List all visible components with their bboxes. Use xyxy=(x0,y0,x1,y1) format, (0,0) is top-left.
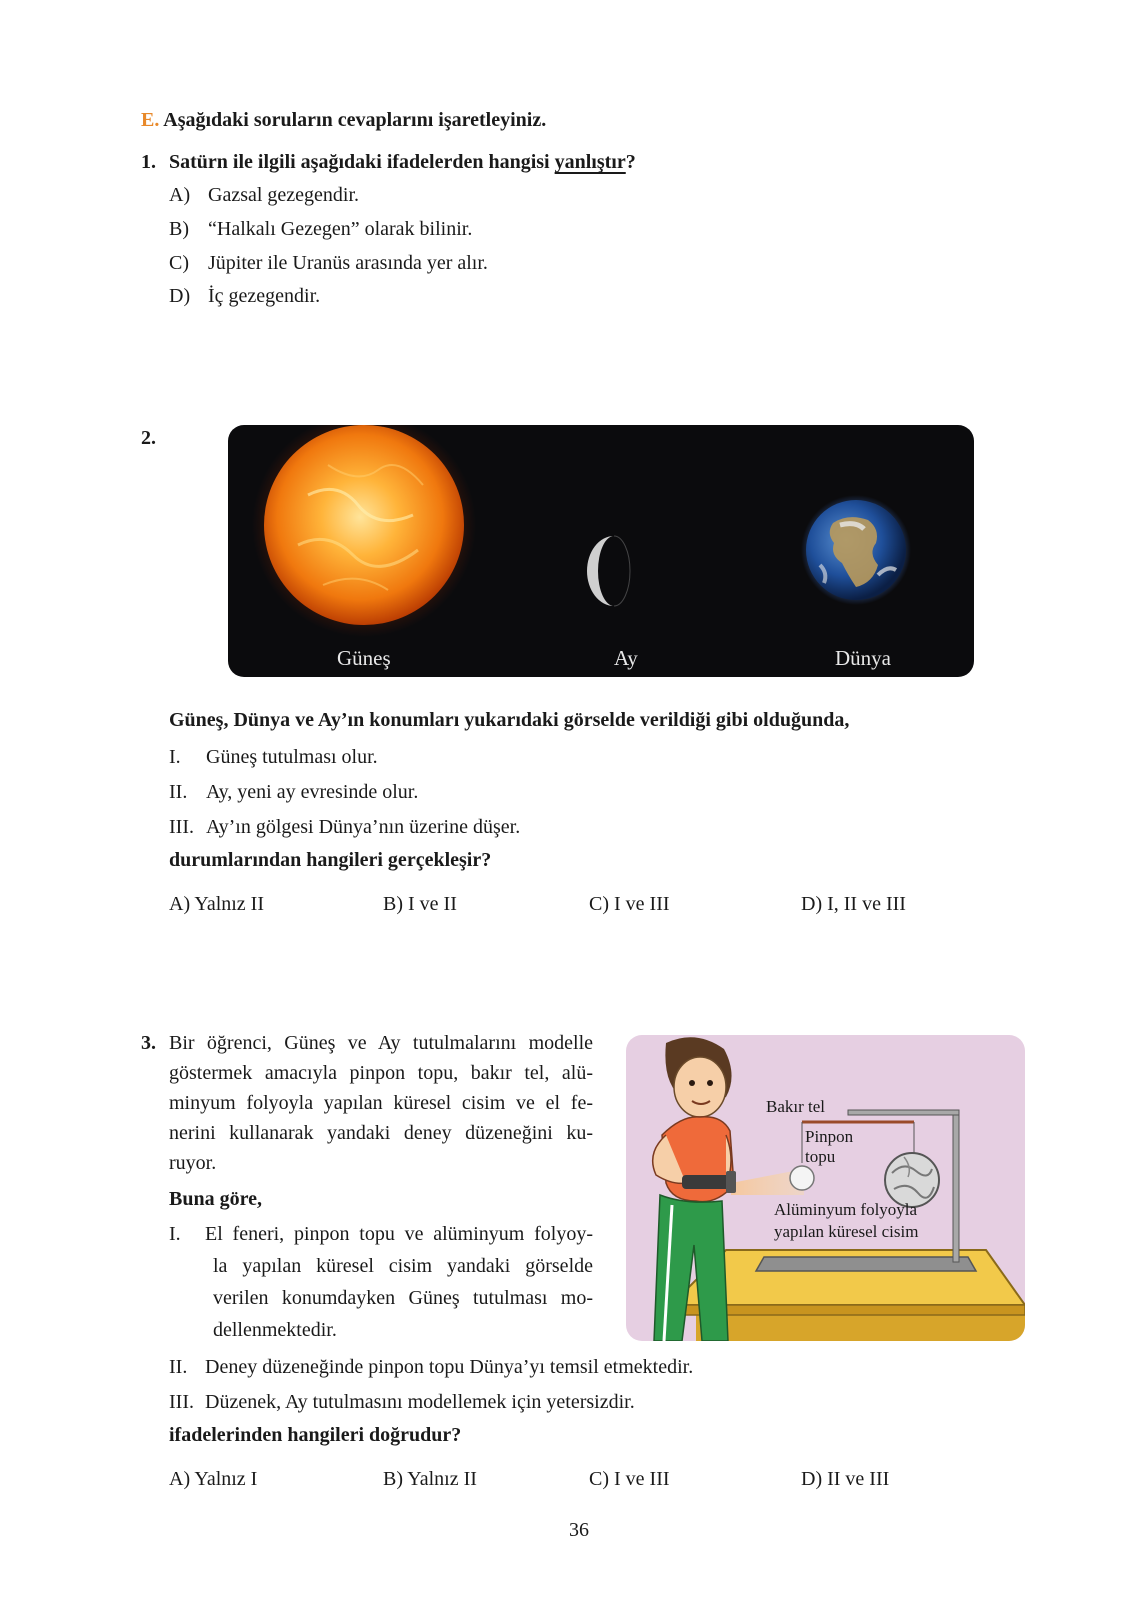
q1-option-d[interactable] xyxy=(169,284,190,308)
option-letter: B) xyxy=(383,893,403,915)
option-letter: A) xyxy=(169,184,191,206)
q1-option-c-text: Jüpiter ile Uranüs arasında yer alır. xyxy=(208,252,488,274)
q2-question: durumlarından hangileri gerçekleşir? xyxy=(169,849,492,871)
q2-statement-numeral: II. xyxy=(169,781,188,803)
q2-option-a[interactable] xyxy=(169,892,264,916)
q2-statement-text: Güneş tutulması olur. xyxy=(206,746,378,768)
foil-sphere-label-line2: yapılan küresel cisim xyxy=(774,1222,919,1241)
q3-statement-numeral: II. xyxy=(169,1356,188,1378)
moon-icon xyxy=(587,536,630,606)
option-text: I ve III xyxy=(614,1468,670,1490)
option-text: I, II ve III xyxy=(827,893,906,915)
q3-intro-line: Bir öğrenci, Güneş ve Ay tutulmalarını modelle xyxy=(169,1032,593,1054)
option-letter: B) xyxy=(383,1468,403,1490)
q3-option-c[interactable] xyxy=(589,1467,670,1491)
earth-icon xyxy=(801,495,911,605)
q3-intro-line: nerini kullanarak yandaki deney düzeneğini ku- xyxy=(169,1122,593,1144)
q3-statement1-line: dellenmektedir. xyxy=(213,1319,337,1341)
q3-question: ifadelerinden hangileri doğrudur? xyxy=(169,1424,462,1446)
q3-intro-line: ruyor. xyxy=(169,1152,217,1174)
q2-option-d[interactable] xyxy=(801,892,906,916)
q3-statement1-line: El feneri, pinpon topu ve alüminyum folyoy- xyxy=(205,1223,593,1245)
q1-option-a[interactable] xyxy=(169,183,190,207)
option-letter: A) xyxy=(169,893,191,915)
sun-label: Güneş xyxy=(337,646,391,670)
q1-option-a-text: Gazsal gezegendir. xyxy=(208,184,360,206)
q3-option-b[interactable] xyxy=(383,1467,477,1491)
option-text: Yalnız II xyxy=(194,893,265,915)
option-text: I ve III xyxy=(614,893,670,915)
ping-pong-label-line2: topu xyxy=(805,1147,836,1166)
option-text: Yalnız I xyxy=(194,1468,258,1490)
option-letter: B) xyxy=(169,218,189,240)
q3-statement-text: Deney düzeneğinde pinpon topu Dünya’yı temsil etmektedir. xyxy=(205,1356,694,1378)
q3-statement-text: Düzenek, Ay tutulmasını modellemek için yetersizdir. xyxy=(205,1391,635,1413)
option-letter: D) xyxy=(801,1468,823,1490)
q1-stem-text: Satürn ile ilgili aşağıdaki ifadelerden hangisi xyxy=(169,151,555,173)
q1-stem-end: ? xyxy=(625,151,636,173)
q1-stem-emphasis: yanlıştır xyxy=(554,151,626,173)
page-number: 36 xyxy=(569,1519,589,1541)
option-letter: D) xyxy=(801,893,823,915)
q3-option-a[interactable] xyxy=(169,1467,257,1491)
q1-stem xyxy=(169,150,636,174)
q1-option-d-text: İç gezegendir. xyxy=(208,285,321,307)
eclipse-experiment-image xyxy=(626,1035,1025,1341)
q3-option-d[interactable] xyxy=(801,1467,889,1491)
q3-statement-numeral: I. xyxy=(169,1223,181,1245)
q1-option-c[interactable] xyxy=(169,251,189,275)
q1-option-b-text: “Halkalı Gezegen” olarak bilinir. xyxy=(208,218,473,240)
option-text: I ve II xyxy=(408,893,457,915)
q3-intro-line: göstermek amacıyla pinpon topu, bakır tel, alü- xyxy=(169,1062,593,1084)
section-instruction: Aşağıdaki soruların cevaplarını işaretleyiniz. xyxy=(163,109,547,131)
option-letter: C) xyxy=(589,1468,609,1490)
sun-moon-earth-image xyxy=(228,425,974,677)
option-text: Yalnız II xyxy=(407,1468,477,1490)
q2-number: 2. xyxy=(141,427,156,449)
sun-icon xyxy=(252,425,476,637)
foil-sphere-label-line1: Alüminyum folyoyla xyxy=(774,1200,918,1219)
q2-statement-text: Ay’ın gölgesi Dünya’nın üzerine düşer. xyxy=(206,816,521,838)
q3-statement-numeral: III. xyxy=(169,1391,194,1413)
ping-pong-label-line1: Pinpon xyxy=(805,1127,854,1146)
section-letter: E. xyxy=(141,109,160,131)
q2-option-c[interactable] xyxy=(589,892,670,916)
moon-label: Ay xyxy=(614,646,638,670)
foil-sphere-icon xyxy=(885,1153,939,1207)
option-text: II ve III xyxy=(827,1468,890,1490)
q2-statement-numeral: I. xyxy=(169,746,181,768)
q2-statement-text: Ay, yeni ay evresinde olur. xyxy=(206,781,419,803)
q3-intro-line: minyum folyoyla yapılan küresel cisim ve el fe- xyxy=(169,1092,593,1114)
q1-number: 1. xyxy=(141,151,156,173)
q3-number: 3. xyxy=(141,1032,156,1054)
q1-option-b[interactable] xyxy=(169,217,189,241)
option-letter: C) xyxy=(169,252,189,274)
ping-pong-ball-icon xyxy=(790,1166,814,1190)
q2-statement-numeral: III. xyxy=(169,816,194,838)
option-letter: C) xyxy=(589,893,609,915)
earth-label: Dünya xyxy=(835,646,891,670)
copper-wire-label: Bakır tel xyxy=(766,1097,826,1116)
section-header xyxy=(141,108,546,132)
q3-statement1-line: la yapılan küresel cisim yandaki görselde xyxy=(213,1255,593,1277)
q3-lead: Buna göre, xyxy=(169,1188,262,1210)
option-letter: A) xyxy=(169,1468,191,1490)
q2-option-b[interactable] xyxy=(383,892,457,916)
q2-stem: Güneş, Dünya ve Ay’ın konumları yukarıdaki görselde verildiği gibi olduğunda, xyxy=(169,709,850,731)
option-letter: D) xyxy=(169,285,191,307)
q3-statement1-line: verilen konumdayken Güneş tutulması mo- xyxy=(213,1287,593,1309)
